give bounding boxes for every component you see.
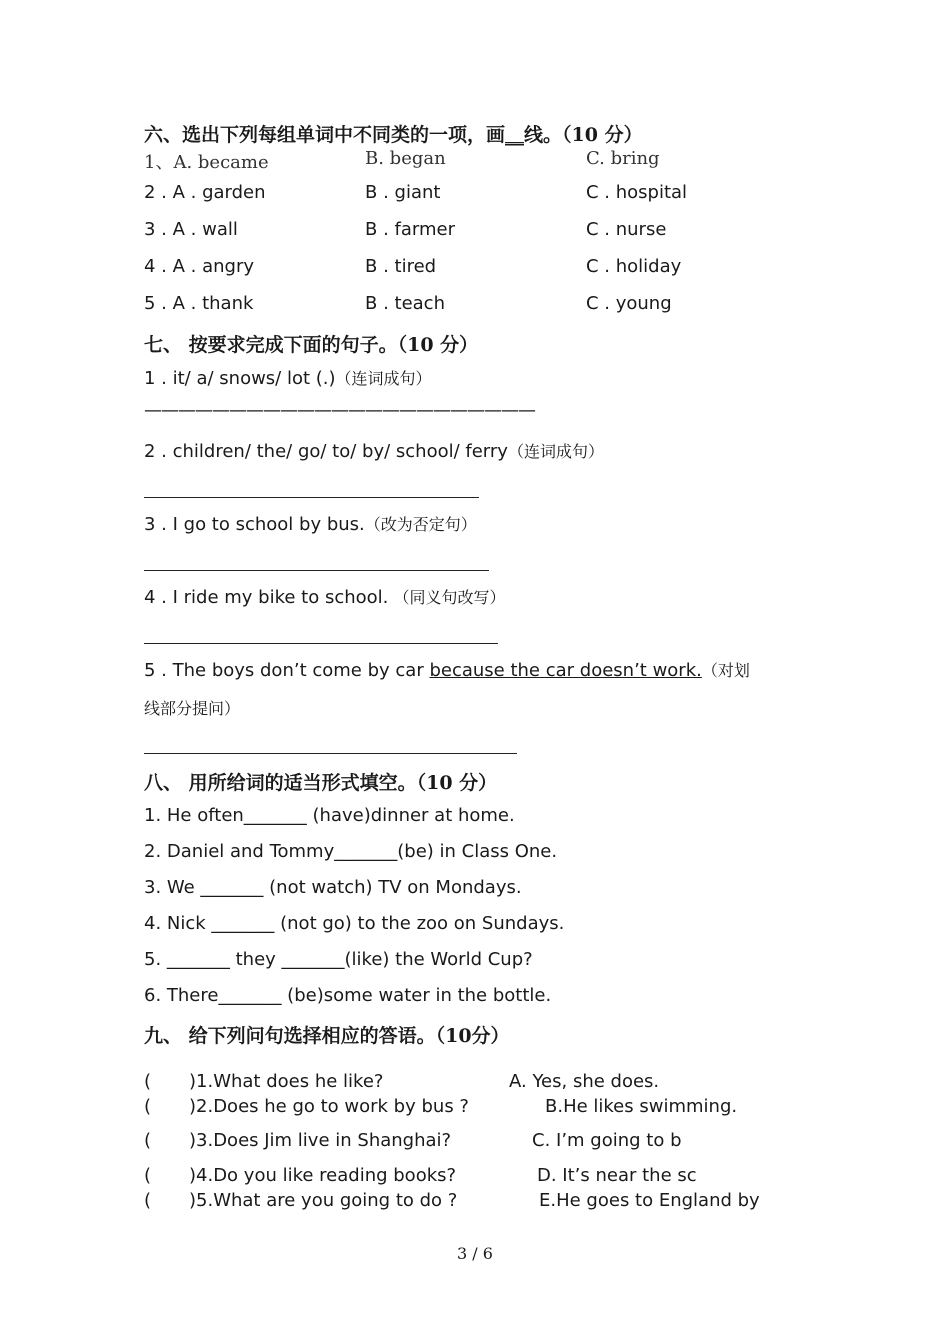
s9-answer-b: B.He likes swimming. [545, 1096, 738, 1117]
s7-answer-line-4[interactable] [144, 643, 498, 644]
section-6-title [144, 120, 643, 147]
s7-item-4-note: （同义句改写） [388, 588, 506, 607]
s6-row-3-a: 3 . A . wall [144, 219, 238, 240]
s6-row-4-a: 4 . A . angry [144, 256, 255, 277]
s7-item-1-note: （连词成句） [335, 369, 432, 388]
s9-question-5: )5.What are you going to do ? [189, 1190, 458, 1211]
s9-question-2: )2.Does he go to work by bus ? [189, 1096, 469, 1117]
s6-row-5-c: C . young [586, 293, 672, 314]
s7-item-2-text: 2 . children/ the/ go/ to/ by/ school/ ferry [144, 441, 508, 462]
s7-item-2-note: （连词成句） [507, 442, 604, 461]
s7-item-3-text: 3 . I go to school by bus. [144, 514, 365, 535]
s8-item-6: 6. There_______ (be)some water in the bottle. [144, 985, 552, 1006]
s7-item-5-text: 5 . The boys don’t come by car [144, 660, 430, 681]
s7-item-5-underlined: because the car doesn’t work. [429, 660, 702, 681]
s6-row-5-b: B . teach [365, 293, 445, 314]
s7-answer-line-5[interactable] [144, 753, 517, 754]
s7-answer-line-1[interactable]: ——————————————————————— [144, 400, 535, 421]
s9-paren-3[interactable]: ( [144, 1130, 152, 1151]
s8-item-1: 1. He often_______ (have)dinner at home. [144, 805, 515, 826]
s8-item-4: 4. Nick _______ (not go) to the zoo on Sundays. [144, 913, 565, 934]
s7-item-1-text: 1 . it/ a/ snows/ lot (.) [144, 368, 336, 389]
s9-paren-5[interactable]: ( [144, 1190, 152, 1211]
s8-item-5: 5. _______ they _______(like) the World Cup? [144, 949, 533, 970]
s8-item-2: 2. Daniel and Tommy_______(be) in Class One. [144, 841, 558, 862]
s9-question-4: )4.Do you like reading books? [189, 1165, 457, 1186]
s7-item-5 [144, 658, 750, 681]
s9-paren-2[interactable]: ( [144, 1096, 152, 1117]
s7-item-1 [144, 366, 432, 389]
s6-row-1-b: B. began [365, 148, 446, 169]
s9-answer-c: C. I’m going to b [532, 1130, 682, 1151]
section-7-title: 七、 按要求完成下面的句子。（10 分） [144, 334, 479, 356]
section-6-title-suffix: 线。（10 分） [524, 124, 643, 146]
section-6-title-text: 六、选出下列每组单词中不同类的一项，画 [144, 124, 506, 146]
section-8-title: 八、 用所给词的适当形式填空。（10 分） [144, 772, 498, 794]
s9-paren-4[interactable]: ( [144, 1165, 152, 1186]
s6-row-4-b: B . tired [365, 256, 437, 277]
s6-row-2-b: B . giant [365, 182, 441, 203]
s9-answer-e: E.He goes to England by [539, 1190, 760, 1211]
s7-item-5-note: （对划 [701, 661, 750, 680]
s6-row-5-a: 5 . A . thank [144, 293, 254, 314]
s7-item-3-note: （改为否定句） [364, 515, 477, 534]
s6-row-4-c: C . holiday [586, 256, 682, 277]
s7-answer-line-2[interactable] [144, 497, 479, 498]
page-number: 3 / 6 [457, 1244, 493, 1263]
s6-row-1-a: 1、A. became [144, 152, 269, 173]
s9-answer-a: A. Yes, she does. [509, 1071, 660, 1092]
s7-item-2 [144, 439, 604, 462]
s6-row-1-c: C. bring [586, 148, 660, 169]
s8-item-3: 3. We _______ (not watch) TV on Mondays. [144, 877, 522, 898]
s7-answer-line-3[interactable] [144, 570, 489, 571]
section-9-title: 九、 给下列问句选择相应的答语。（10分） [144, 1025, 510, 1047]
s6-row-2-c: C . hospital [586, 182, 688, 203]
s9-question-1: )1.What does he like? [189, 1071, 384, 1092]
section-6-title-blank: __ [505, 124, 525, 146]
s7-item-4 [144, 585, 506, 608]
s6-row-3-b: B . farmer [365, 219, 455, 240]
s6-row-3-c: C . nurse [586, 219, 667, 240]
s7-item-4-text: 4 . I ride my bike to school. [144, 587, 389, 608]
s7-item-3 [144, 512, 477, 535]
s7-item-5-note-cont: 线部分提问） [144, 699, 241, 718]
s9-paren-1[interactable]: ( [144, 1071, 152, 1092]
s6-row-2-a: 2 . A . garden [144, 182, 266, 203]
s9-question-3: )3.Does Jim live in Shanghai? [189, 1130, 452, 1151]
s9-answer-d: D. It’s near the sc [537, 1165, 697, 1186]
